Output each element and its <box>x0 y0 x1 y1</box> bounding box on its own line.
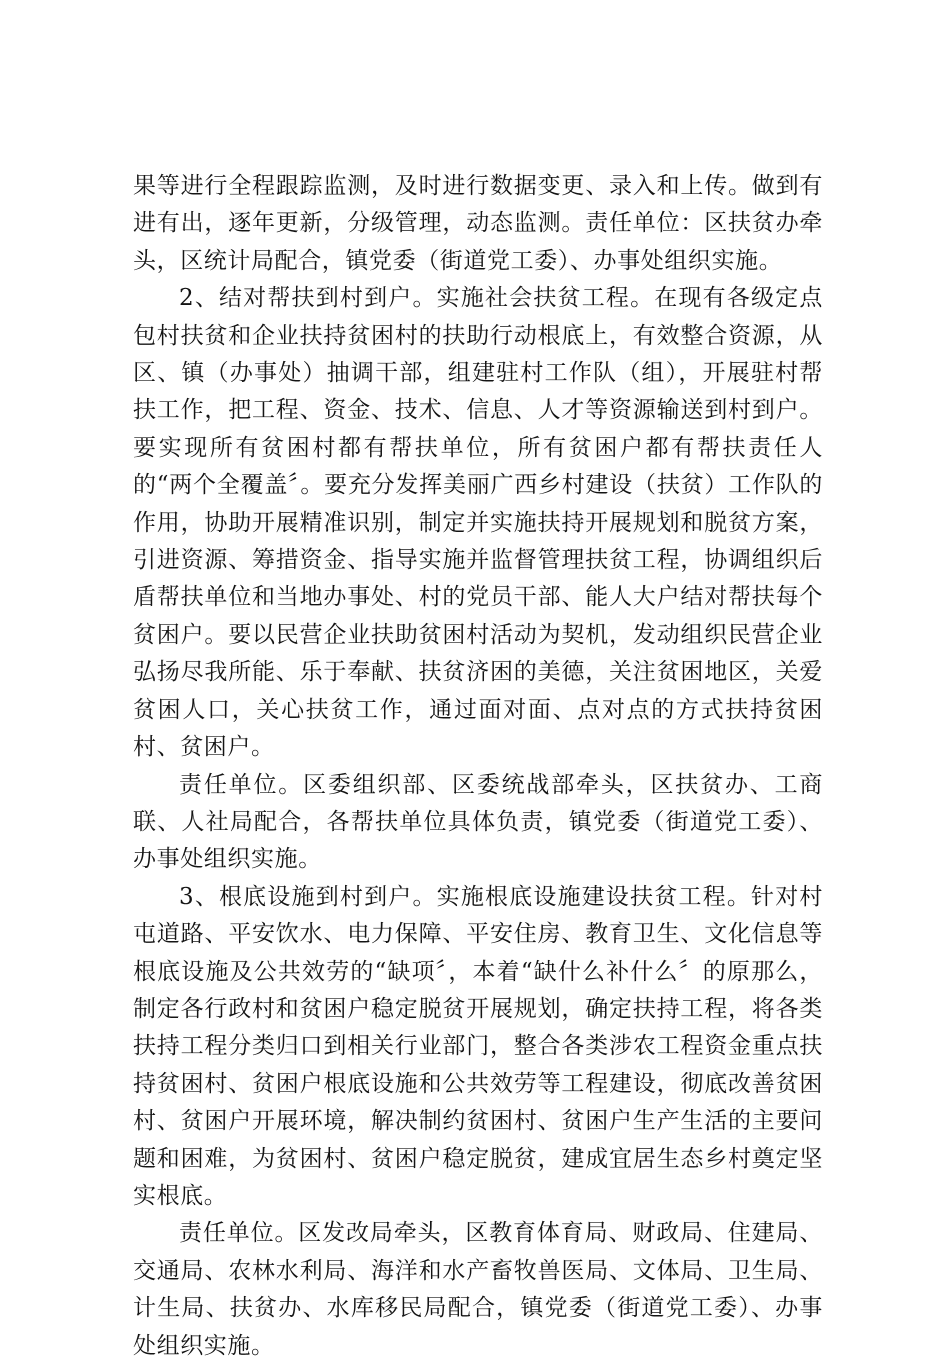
paragraph-responsible-units-2: 责任单位。区发改局牵头，区教育体育局、财政局、住建局、交通局、农林水利局、海洋和水产畜牧兽医局、文体局、卫生局、计生局、扶贫办、水库移民局配合，镇党委（街道党工委）、办事处组织实施。 <box>133 1220 823 1359</box>
paragraph-responsible-units-1: 责任单位。区委组织部、区委统战部牵头，区扶贫办、工商联、人社局配合，各帮扶单位具体负责，镇党委（街道党工委）、办事处组织实施。 <box>133 771 823 873</box>
paragraph-infrastructure: 3、根底设施到村到户。实施根底设施建设扶贫工程。针对村屯道路、平安饮水、电力保障、平安住房、教育卫生、文化信息等根底设施及公共效劳的“缺项〞，本着“缺什么补什么〞的原那么，制定各行政村和贫困户稳定脱贫开展规划，确定扶持工程，将各类扶持工程分类归口到相关行业部门，整合各类涉农工程资金重点扶持贫困村、贫困户根底设施和公共效劳等工程建设，彻底改善贫困村、贫困户开展环境，解决制约贫困村、贫困户生产生活的主要问题和困难，为贫困村、贫困户稳定脱贫，建成宜居生态乡村奠定坚实根底。 <box>133 883 823 1209</box>
paragraph-monitoring-continuation: 果等进行全程跟踪监测，及时进行数据变更、录入和上传。做到有进有出，逐年更新，分级管理，动态监测。责任单位：区扶贫办牵头，区统计局配合，镇党委（街道党工委）、办事处组织实施。 <box>133 173 823 274</box>
paragraph-pairing-assistance: 2、结对帮扶到村到户。实施社会扶贫工程。在现有各级定点包村扶贫和企业扶持贫困村的扶助行动根底上，有效整合资源，从区、镇（办事处）抽调干部，组建驻村工作队（组），开展驻村帮扶工作，把工程、资金、技术、信息、人才等资源输送到村到户。要实现所有贫困村都有帮扶单位，所有贫困户都有帮扶责任人的“两个全覆盖〞。要充分发挥美丽广西乡村建设（扶贫）工作队的作用，协助开展精准识别，制定并实施扶持开展规划和脱贫方案，引进资源、筹措资金、指导实施并监督管理扶贫工程，协调组织后盾帮扶单位和当地办事处、村的党员干部、能人大户结对帮扶每个贫困户。要以民营企业扶助贫困村活动为契机，发动组织民营企业弘扬尽我所能、乐于奉献、扶贫济困的美德，关注贫困地区，关爱贫困人口，关心扶贫工作，通过面对面、点对点的方式扶持贫困村、贫困户。 <box>133 285 823 761</box>
document-body <box>133 168 823 1365</box>
